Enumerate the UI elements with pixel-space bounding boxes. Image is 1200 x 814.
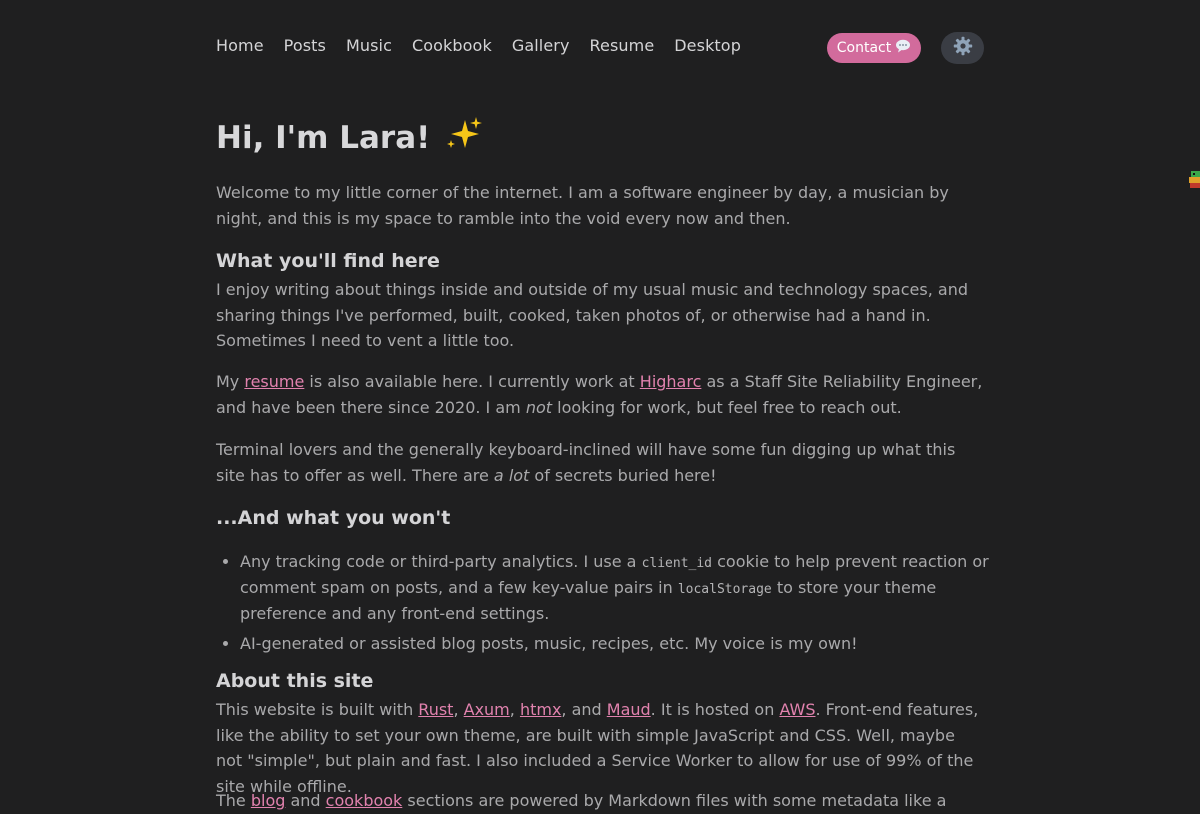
employer-link[interactable]: Higharc: [639, 372, 702, 391]
blog-link[interactable]: blog: [250, 791, 286, 810]
text-span: ,: [509, 700, 520, 719]
wont-list: [216, 550, 1008, 662]
wont-heading: ...And what you won't: [216, 507, 451, 529]
nav-music[interactable]: Music: [345, 36, 392, 55]
text-span: and: [285, 791, 326, 810]
list-item: • AI-generated or assisted blog posts, music, recipes, etc. My voice is my own!: [240, 632, 1008, 656]
rust-link[interactable]: Rust: [418, 700, 454, 719]
text-span: The: [216, 791, 251, 810]
about-paragraph-1: [216, 697, 984, 799]
find-here-paragraph-2: [216, 369, 984, 420]
nav-posts[interactable]: Posts: [283, 36, 326, 55]
text-span: My: [216, 372, 245, 391]
emphasis-not: not: [525, 397, 553, 417]
page-title-text: Hi, I'm Lara!: [216, 120, 431, 156]
inline-code: localStorage: [677, 582, 772, 597]
text-span: Any tracking code or third-party analytics. I use a: [240, 552, 642, 571]
find-here-paragraph-3: [216, 437, 984, 488]
text-span: . It is hosted on: [650, 700, 780, 719]
nav-cookbook[interactable]: Cookbook: [412, 36, 492, 55]
nav-gallery[interactable]: Gallery: [511, 36, 570, 55]
resume-link[interactable]: resume: [244, 372, 305, 391]
nav-home[interactable]: Home: [216, 36, 264, 55]
axum-link[interactable]: Axum: [463, 700, 510, 719]
inline-code: client_id: [641, 556, 713, 571]
about-heading: About this site: [216, 670, 374, 692]
text-span: . Front-end features, like the ability to set your own theme, are built with simple JavaScript and CSS. Well, maybe not "simple", but plain and fast. I also included a Service Worker to allow for use of 99% of the site while offline.: [216, 700, 979, 796]
find-here-paragraph-1: I enjoy writing about things inside and outside of my usual music and technology spaces, and sharing things I've performed, built, cooked, taken photos of, or otherwise had a hand in. Sometimes I need to vent a little too.: [216, 280, 968, 350]
text-span: looking for work, but feel free to reach out.: [552, 397, 902, 417]
nav-resume[interactable]: Resume: [589, 36, 655, 55]
intro-paragraph: Welcome to my little corner of the internet. I am a software engineer by day, a musician by night, and this is my space to ramble into the void every now and then.: [216, 183, 949, 228]
find-here-heading: What you'll find here: [216, 250, 440, 272]
speech-bubble-icon: [895, 39, 911, 57]
about-paragraph-2: [216, 788, 984, 814]
text-span: This website is built with: [216, 700, 419, 719]
settings-button[interactable]: [941, 32, 984, 64]
sparkles-icon: [445, 116, 483, 160]
list-item: [240, 550, 1008, 626]
htmx-link[interactable]: htmx: [519, 700, 562, 719]
gear-icon: [953, 36, 973, 60]
text-span: as a Staff Site Reliability Engineer, and have been there since 2020. I am: [216, 372, 983, 417]
page-title: [216, 116, 483, 160]
aws-link[interactable]: AWS: [779, 700, 816, 719]
maud-link[interactable]: Maud: [606, 700, 651, 719]
nav-desktop[interactable]: Desktop: [674, 36, 741, 55]
text-span: ,: [453, 700, 464, 719]
contact-label: Contact: [836, 40, 892, 56]
contact-button[interactable]: [827, 33, 921, 63]
floating-pet-icon[interactable]: [1187, 168, 1200, 192]
text-span: Terminal lovers and the generally keyboard-inclined will have some fun digging up what this site has to offer as well. There are: [216, 440, 956, 485]
text-span: to store your theme preference and any front-end settings.: [240, 578, 937, 623]
emphasis-a-lot: a lot: [493, 465, 530, 485]
text-span: cookie to help prevent reaction or comment spam on posts, and a few key-value pairs in: [240, 552, 989, 597]
text-span: sections are powered by Markdown files with some metadata like a: [402, 791, 947, 810]
text-span: of secrets buried here!: [529, 465, 717, 485]
cookbook-link[interactable]: cookbook: [325, 791, 403, 810]
main-nav: [216, 36, 741, 55]
text-span: is also available here. I currently work at: [304, 372, 640, 391]
text-span: , and: [561, 700, 607, 719]
